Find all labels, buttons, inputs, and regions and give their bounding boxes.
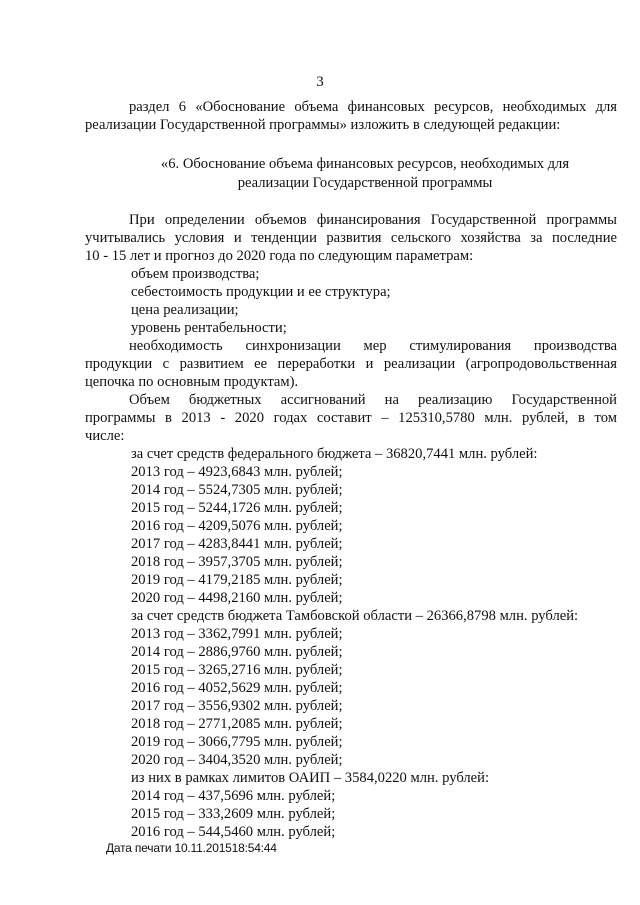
federal-year-item: 2015 год – 5244,1726 млн. рублей; xyxy=(131,500,343,516)
param-item: объем производства; xyxy=(131,266,260,282)
regional-year-item: 2015 год – 3265,2716 млн. рублей; xyxy=(131,662,343,678)
federal-year-item: 2020 год – 4498,2160 млн. рублей; xyxy=(131,590,343,606)
necessity-line-3: цепочка по основным продуктам). xyxy=(85,374,299,390)
regional-year-item: 2013 год – 3362,7991 млн. рублей; xyxy=(131,626,343,642)
federal-year-item: 2019 год – 4179,2185 млн. рублей; xyxy=(131,572,343,588)
param-item: цена реализации; xyxy=(131,302,239,318)
financing-line-1: При определении объемов финансирования Государственной программы xyxy=(129,212,617,228)
federal-year-item: 2013 год – 4923,6843 млн. рублей; xyxy=(131,464,343,480)
financing-paragraph xyxy=(85,211,617,265)
section-heading-line-1: «6. Обоснование объема финансовых ресурсов, необходимых для xyxy=(160,156,570,172)
budget-paragraph xyxy=(85,391,617,445)
federal-year-item: 2018 год – 3957,3705 млн. рублей; xyxy=(131,554,343,570)
oaip-year-item: 2016 год – 544,5460 млн. рублей; xyxy=(131,824,336,840)
oaip-year-item: 2015 год – 333,2609 млн. рублей; xyxy=(131,806,336,822)
necessity-line-1: необходимость синхронизации мер стимулирования производства xyxy=(129,338,617,354)
budget-line-2: программы в 2013 - 2020 годах составит – 125310,5780 млн. рублей, в том xyxy=(85,410,617,426)
regional-year-item: 2014 год – 2886,9760 млн. рублей; xyxy=(131,644,343,660)
federal-year-item: 2016 год – 4209,5076 млн. рублей; xyxy=(131,518,343,534)
regional-year-item: 2018 год – 2771,2085 млн. рублей; xyxy=(131,716,343,732)
financing-line-2: учитывались условия и тенденции развития сельского хозяйства за последние xyxy=(85,230,617,246)
necessity-paragraph xyxy=(85,337,617,391)
page-number: 3 xyxy=(316,74,324,90)
budget-line-3: числе: xyxy=(85,428,125,444)
regional-year-item: 2016 год – 4052,5629 млн. рублей; xyxy=(131,680,343,696)
oaip-title: из них в рамках лимитов ОАИП – 3584,0220 млн. рублей: xyxy=(131,770,490,786)
federal-year-item: 2014 год – 5524,7305 млн. рублей; xyxy=(131,482,343,498)
oaip-year-item: 2014 год – 437,5696 млн. рублей; xyxy=(131,788,336,804)
section-heading-line-2: реализации Государственной программы xyxy=(237,175,493,191)
intro-line-2: реализации Государственной программы» изложить в следующей редакции: xyxy=(85,117,561,133)
param-item: уровень рентабельности; xyxy=(131,320,287,336)
federal-year-item: 2017 год – 4283,8441 млн. рублей; xyxy=(131,536,343,552)
print-date-footer: Дата печати 10.11.201518:54:44 xyxy=(106,841,277,855)
intro-line-1: раздел 6 «Обоснование объема финансовых ресурсов, необходимых для xyxy=(129,99,617,115)
budget-line-1: Объем бюджетных ассигнований на реализацию Государственной xyxy=(129,392,617,408)
regional-year-item: 2019 год – 3066,7795 млн. рублей; xyxy=(131,734,343,750)
regional-year-item: 2020 год – 3404,3520 млн. рублей; xyxy=(131,752,343,768)
necessity-line-2: продукции с развитием ее переработки и реализации (агропродовольственная xyxy=(85,356,617,372)
section-heading xyxy=(85,155,617,193)
param-item: себестоимость продукции и ее структура; xyxy=(131,284,391,300)
financing-line-3: 10 - 15 лет и прогноз до 2020 года по следующим параметрам: xyxy=(85,248,474,264)
regional-year-item: 2017 год – 3556,9302 млн. рублей; xyxy=(131,698,343,714)
intro-paragraph xyxy=(85,98,617,134)
federal-budget-title: за счет средств федерального бюджета – 36820,7441 млн. рублей: xyxy=(131,446,538,462)
regional-budget-title: за счет средств бюджета Тамбовской области – 26366,8798 млн. рублей: xyxy=(131,608,579,624)
